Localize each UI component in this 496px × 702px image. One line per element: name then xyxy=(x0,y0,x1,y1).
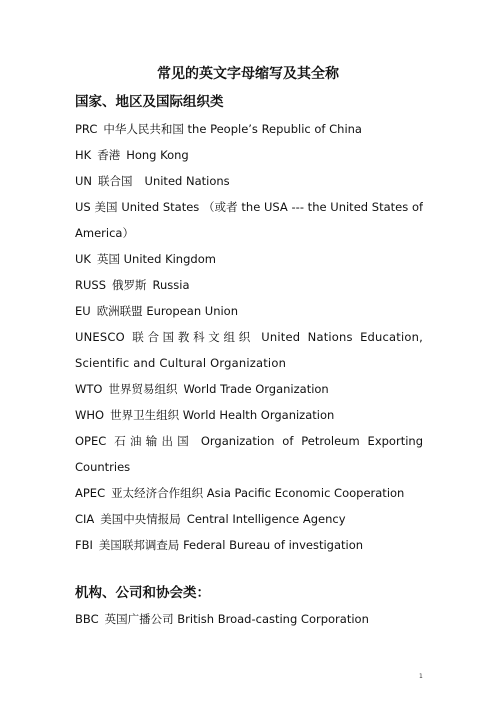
list-item xyxy=(75,428,423,480)
entry-english: Central Intelligence Agency xyxy=(186,512,346,526)
entry-list-countries xyxy=(75,116,423,558)
list-item xyxy=(75,324,423,376)
entry-english: Organization of Petroleum Exporting Countries xyxy=(75,434,423,474)
entry-abbr: BBC xyxy=(75,612,99,626)
entry-chinese: 石油输出国 xyxy=(114,434,193,448)
entry-english: World Trade Organization xyxy=(183,382,329,396)
entry-english: European Union xyxy=(146,304,239,318)
list-item xyxy=(75,480,423,506)
entry-english: United States （或者 the USA --- the United States of America） xyxy=(75,200,423,240)
list-item xyxy=(75,194,423,246)
list-item xyxy=(75,532,423,558)
entry-english: the People’s Republic of China xyxy=(187,122,362,136)
entry-abbr: OPEC xyxy=(75,434,107,448)
entry-abbr: EU xyxy=(75,304,91,318)
entry-abbr: FBI xyxy=(75,538,93,552)
entry-abbr: CIA xyxy=(75,512,95,526)
entry-abbr: RUSS xyxy=(75,278,107,292)
entry-chinese: 俄罗斯 xyxy=(112,278,147,292)
entry-chinese: 亚太经济合作组织 xyxy=(111,486,204,500)
entry-chinese: 联合国教科文组织 xyxy=(132,330,254,344)
entry-chinese: 美国中央情报局 xyxy=(100,512,181,526)
section-heading-countries: 国家、地区及国际组织类 xyxy=(75,94,224,110)
section-heading-organizations: 机构、公司和协会类： xyxy=(75,585,210,601)
entry-abbr: UN xyxy=(75,174,93,188)
entry-abbr: APEC xyxy=(75,486,106,500)
entry-list-organizations xyxy=(75,606,423,632)
list-item xyxy=(75,168,423,194)
entry-chinese: 世界贸易组织 xyxy=(108,382,178,396)
entry-english: Asia Pacific Economic Cooperation xyxy=(206,486,405,500)
entry-chinese: 香港 xyxy=(97,148,121,162)
entry-chinese: 世界卫生组织 xyxy=(110,408,180,422)
document-title: 常见的英文字母缩写及其全称 xyxy=(157,66,339,82)
entry-chinese: 英国 xyxy=(96,252,120,266)
entry-abbr: US xyxy=(75,200,91,214)
list-item xyxy=(75,116,423,142)
list-item xyxy=(75,376,423,402)
list-item xyxy=(75,506,423,532)
entry-english: World Health Organization xyxy=(182,408,335,422)
list-item xyxy=(75,246,423,272)
page-number: 1 xyxy=(419,673,423,680)
entry-english: Russia xyxy=(152,278,190,292)
entry-chinese: 英国广播公司 xyxy=(104,612,174,626)
list-item xyxy=(75,272,423,298)
entry-english: Hong Kong xyxy=(126,148,189,162)
entry-english: Federal Bureau of investigation xyxy=(183,538,364,552)
list-item xyxy=(75,402,423,428)
entry-abbr: UK xyxy=(75,252,91,266)
entry-english: United Nations Education, Scientific and Cultural Organization xyxy=(75,330,423,370)
entry-abbr: PRC xyxy=(75,122,98,136)
entry-abbr: UNESCO xyxy=(75,330,125,344)
entry-abbr: WTO xyxy=(75,382,103,396)
list-item xyxy=(75,298,423,324)
entry-chinese: 中华人民共和国 xyxy=(103,122,184,136)
entry-chinese: 美国 xyxy=(94,200,118,214)
list-item xyxy=(75,606,423,632)
entry-english: British Broad-casting Corporation xyxy=(177,612,369,626)
entry-chinese: 美国联邦调查局 xyxy=(98,538,180,552)
entry-english: United Nations xyxy=(144,174,230,188)
entry-abbr: WHO xyxy=(75,408,105,422)
entry-chinese: 联合国 xyxy=(98,174,133,188)
entry-abbr: HK xyxy=(75,148,92,162)
list-item xyxy=(75,142,423,168)
entry-chinese: 欧洲联盟 xyxy=(96,304,143,318)
entry-english: United Kingdom xyxy=(123,252,216,266)
